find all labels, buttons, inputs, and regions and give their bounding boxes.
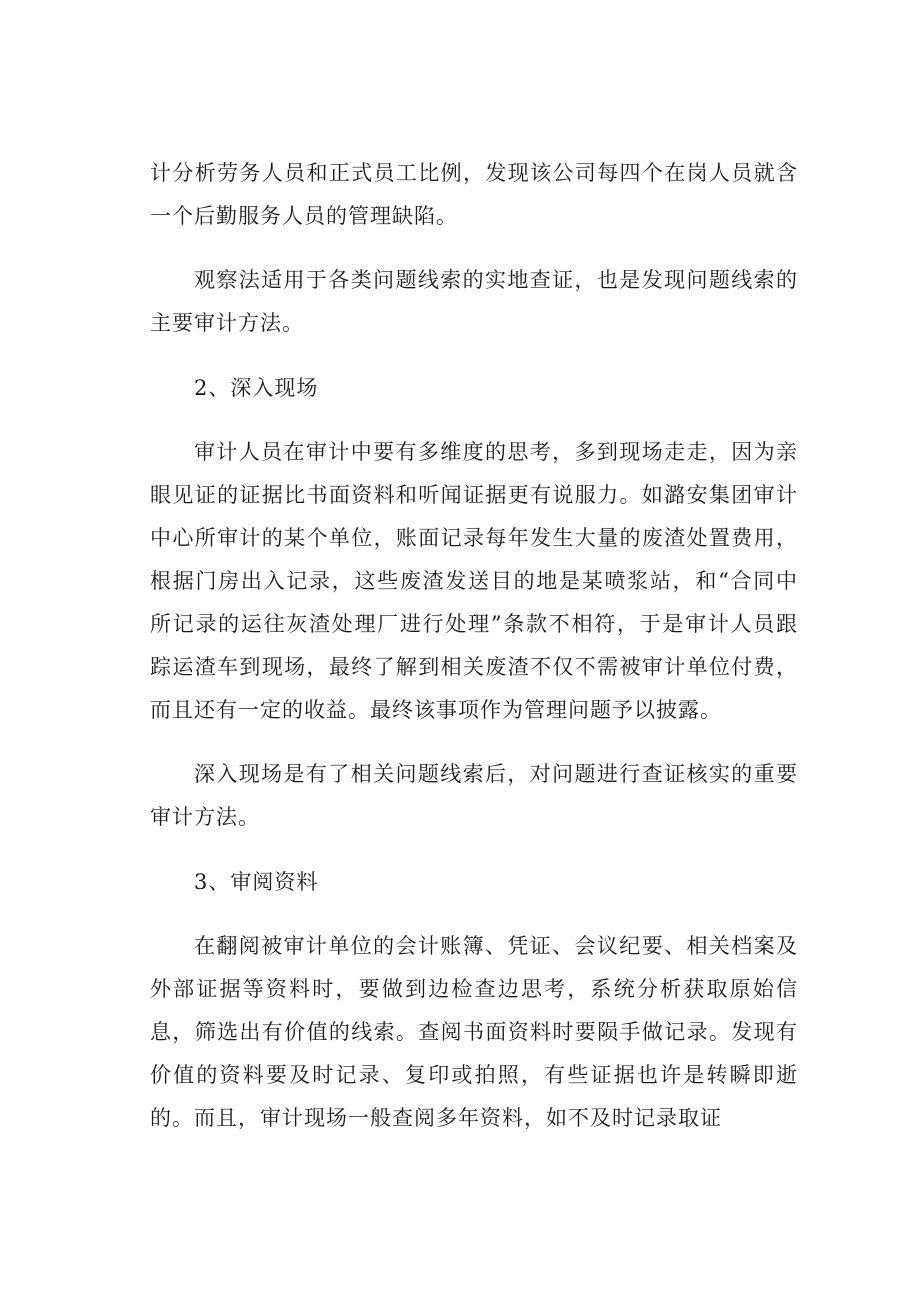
paragraph-site-visit-summary: 深入现场是有了相关问题线索后，对问题进行查证核实的重要审计方法。 [150,762,798,829]
paragraph-observation-method: 观察法适用于各类问题线索的实地查证，也是发现问题线索的主要审计方法。 [150,268,798,335]
paragraph-site-visit-example: 审计人员在审计中要有多维度的思考，多到现场走走，因为亲眼见证的证据比书面资料和听闻证据更有说服力。如潞安集团审计中心所审计的某个单位，账面记录每年发生大量的废渣处置费用，根据门房出入记录，这些废渣发送目的地是某喷浆站，和“合同中所记录的运往灰渣处理厂进行处理”条款不相符，于是审计人员跟踪运渣车到现场，最终了解到相关废渣不仅不需被审计单位付费，而且还有一定的收益。最终该事项作为管理问题予以披露。 [150,440,798,722]
section-heading-site-visit: 2、深入现场 [194,376,319,400]
section-heading-review-materials: 3、审阅资料 [194,870,319,894]
paragraph-review-materials: 在翻阅被审计单位的会计账簿、凭证、会议纪要、相关档案及外部证据等资料时，要做到边检查边思考，系统分析获取原始信息，筛选出有价值的线索。查阅书面资料时要陨手做记录。发现有价值的资料要及时记录、复印或拍照，有些证据也许是转瞬即逝的。而且，审计现场一般查阅多年资料，如不及时记录取证 [150,934,798,1130]
document-body [150,152,798,1140]
paragraph-continuation: 计分析劳务人员和正式员工比例，发现该公司每四个在岗人员就含一个后勤服务人员的管理缺陷。 [150,161,798,228]
